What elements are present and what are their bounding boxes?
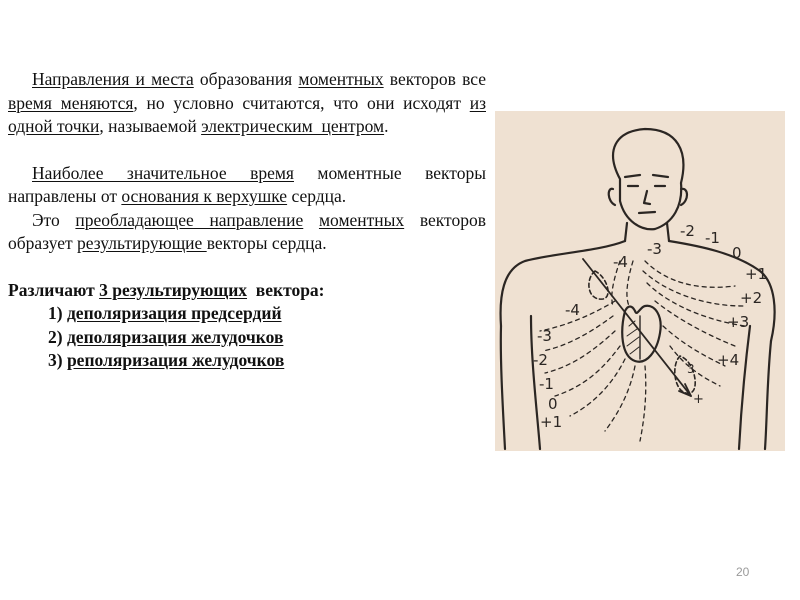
text-span: , называемой (99, 116, 202, 136)
label-upper: -4 (613, 253, 628, 271)
label-top-right: +3 (727, 313, 750, 331)
text-span: 3 результирующих (99, 279, 248, 300)
list-item (48, 302, 486, 326)
torso-right-line (739, 326, 750, 449)
list-text: деполяризация предсердий (66, 303, 282, 323)
text-span: векторов образует (8, 209, 486, 253)
label-left: -1 (539, 375, 554, 393)
spacer (8, 256, 486, 279)
text-span: из одной точки (8, 92, 486, 136)
text-span: сердца. (287, 186, 347, 206)
text-span: , но условно считаются, что они исходят (133, 92, 470, 113)
label-left: -2 (533, 351, 548, 369)
list-item (48, 326, 486, 350)
ear-left (609, 189, 615, 205)
head-outline (613, 129, 683, 229)
label-top-right: +1 (745, 265, 768, 283)
label-left: +1 (540, 413, 563, 431)
text-span: время меняются (8, 92, 134, 113)
text-span: векторов все (383, 69, 486, 89)
label-upper: -3 (647, 240, 662, 258)
heading (8, 279, 486, 303)
text-span: электрическим центром (201, 116, 385, 136)
paragraph-3 (8, 209, 486, 256)
arm-right-line (765, 341, 771, 449)
text-span: Различают (8, 279, 100, 300)
label-loop: + (693, 392, 704, 407)
label-left: -3 (537, 327, 552, 345)
text-span: . (384, 116, 389, 136)
vector-list (8, 302, 486, 373)
text-span: преобладающее направление (75, 209, 304, 230)
label-top-right: 0 (732, 244, 742, 262)
text-span: результирующие (77, 233, 207, 253)
label-top-right: -2 (680, 222, 695, 240)
label-top-right: +4 (717, 351, 740, 369)
label-loop: 3 (687, 362, 695, 376)
page-number: 20 (736, 565, 750, 579)
torso-drawing (495, 111, 785, 451)
list-text: реполяризация желудочков (66, 350, 285, 370)
text-span: вектора: (247, 279, 325, 300)
eyebrows (625, 175, 668, 177)
label-middle-left: -4 (565, 301, 580, 319)
list-number: 1) (48, 303, 67, 323)
text-span: моментных (298, 69, 384, 89)
slide-text (8, 68, 486, 373)
mouth (639, 212, 655, 213)
text-span: моментных (318, 209, 405, 230)
list-item (48, 349, 486, 373)
text-span: Направления и места (32, 69, 194, 89)
spacer (8, 139, 486, 162)
heart-hatching (627, 321, 639, 354)
text-span: моментные векторы направлены от (8, 162, 486, 206)
nose (644, 191, 650, 204)
list-number: 2) (48, 326, 67, 347)
arm-left-line (501, 326, 505, 449)
text-span: Это (32, 209, 76, 230)
text-span (303, 210, 319, 230)
text-span: основания к верхушке (121, 186, 288, 206)
list-text: деполяризация желудочков (66, 326, 284, 347)
text-span: Наиболее значительное время (32, 162, 294, 183)
field-lines (540, 261, 745, 441)
label-left: 0 (548, 395, 558, 413)
paragraph-1 (8, 68, 486, 139)
heart-vector-figure (495, 111, 785, 451)
text-span: образования (193, 69, 299, 89)
label-top-right: -1 (705, 229, 720, 247)
list-number: 3) (48, 350, 67, 370)
loop-left (589, 271, 608, 299)
text-span: векторы сердца. (206, 233, 327, 253)
label-top-right: +2 (740, 289, 763, 307)
paragraph-2 (8, 162, 486, 209)
